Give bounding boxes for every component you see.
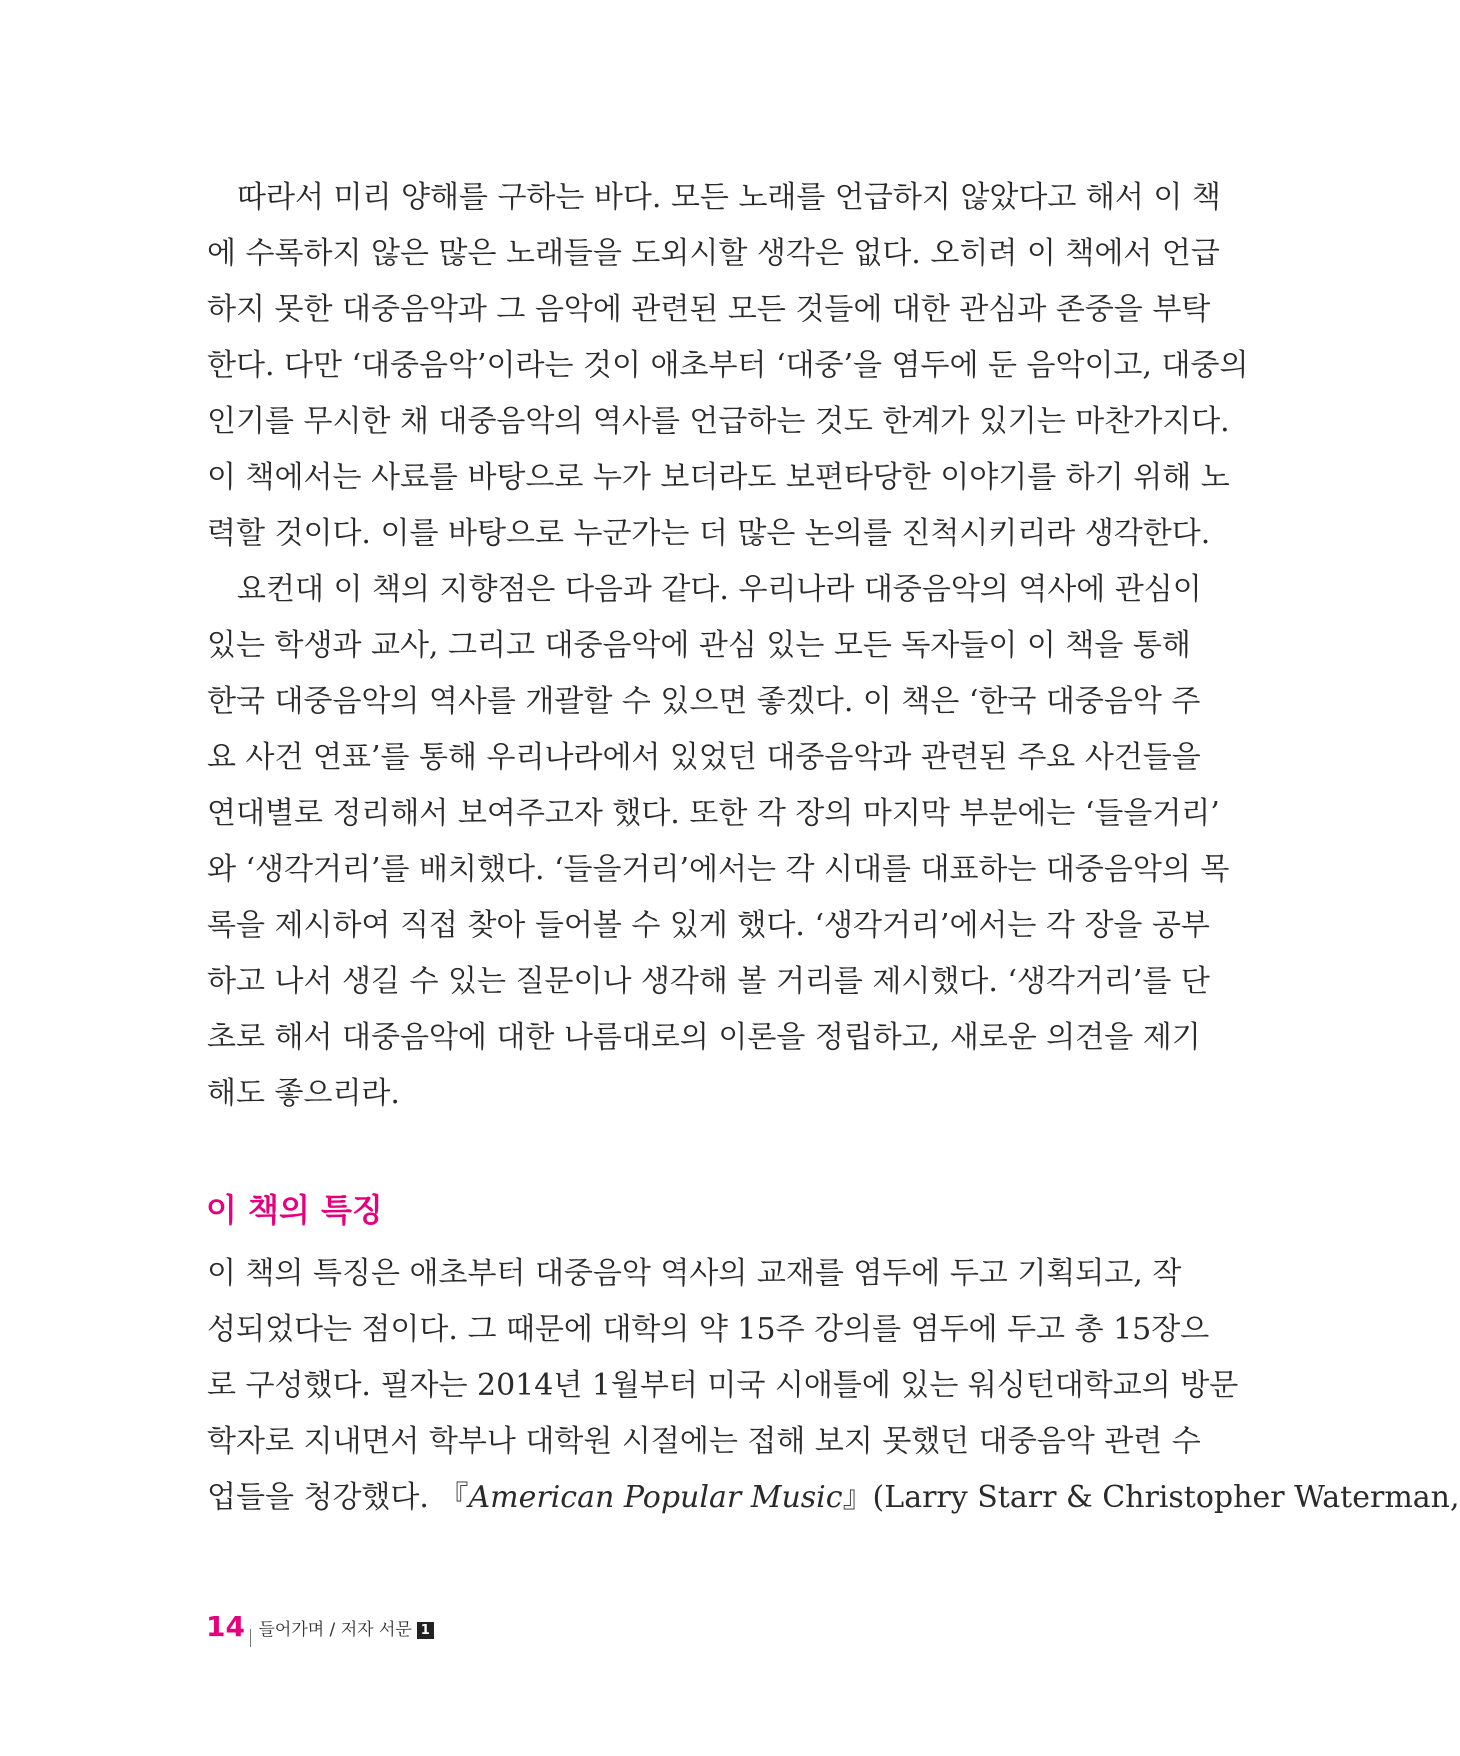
book-title: American Popular Music — [468, 1480, 843, 1515]
text-line: 인기를 무시한 채 대중음악의 역사를 언급하는 것도 한계가 있기는 마찬가지다. — [207, 404, 1230, 439]
text-line: 력할 것이다. 이를 바탕으로 누군가는 더 많은 논의를 진척시키리라 생각한다. — [207, 516, 1211, 551]
text-line: 요 사건 연표’를 통해 우리나라에서 있었던 대중음악과 관련된 주요 사건들을 — [207, 740, 1201, 775]
text-line: 해도 좋으리라. — [207, 1076, 400, 1111]
text-line: 연대별로 정리해서 보여주고자 했다. 또한 각 장의 마지막 부분에는 ‘들을거리’ — [207, 796, 1220, 831]
text-line: 학자로 지내면서 학부나 대학원 시절에는 접해 보지 못했던 대중음악 관련 수 — [207, 1424, 1201, 1459]
text-line — [207, 1470, 1460, 1526]
section-body-text — [207, 1246, 1460, 1526]
text-line: 와 ‘생각거리’를 배치했다. ‘들을거리’에서는 각 시대를 대표하는 대중음악의 목 — [207, 852, 1230, 887]
text-line: 성되었다는 점이다. 그 때문에 대학의 약 15주 강의를 염두에 두고 총 15장으 — [207, 1312, 1210, 1347]
text-fragment: 업들을 청강했다. 『 — [207, 1480, 469, 1515]
text-line: 이 책의 특징은 애초부터 대중음악 역사의 교재를 염두에 두고 기획되고, 작 — [207, 1256, 1182, 1291]
page-footer — [206, 1607, 434, 1647]
text-line: 이 책에서는 사료를 바탕으로 누가 보더라도 보편타당한 이야기를 하기 위해 노 — [207, 460, 1230, 495]
text-line: 따라서 미리 양해를 구하는 바다. 모든 노래를 언급하지 않았다고 해서 이 책 — [237, 180, 1221, 215]
chapter-badge: 1 — [417, 1622, 434, 1639]
text-line: 록을 제시하여 직접 찾아 들어볼 수 있게 했다. ‘생각거리’에서는 각 장을 공부 — [207, 908, 1210, 943]
text-line: 하고 나서 생길 수 있는 질문이나 생각해 볼 거리를 제시했다. ‘생각거리’를 단 — [207, 964, 1210, 999]
text-line: 에 수록하지 않은 많은 노래들을 도외시할 생각은 없다. 오히려 이 책에서 언급 — [207, 236, 1220, 271]
text-line: 한다. 다만 ‘대중음악’이라는 것이 애초부터 ‘대중’을 염두에 둔 음악이고, 대중의 — [207, 348, 1249, 383]
text-line: 한국 대중음악의 역사를 개괄할 수 있으면 좋겠다. 이 책은 ‘한국 대중음악 주 — [207, 684, 1201, 719]
text-line: 있는 학생과 교사, 그리고 대중음악에 관심 있는 모든 독자들이 이 책을 통해 — [207, 628, 1191, 663]
text-line: 하지 못한 대중음악과 그 음악에 관련된 모든 것들에 대한 관심과 존중을 부탁 — [207, 292, 1211, 327]
text-line: 초로 해서 대중음악에 대한 나름대로의 이론을 정립하고, 새로운 의견을 제기 — [207, 1020, 1201, 1055]
text-line: 로 구성했다. 필자는 2014년 1월부터 미국 시애틀에 있는 워싱턴대학교의 방문 — [207, 1368, 1239, 1403]
text-fragment: 』(Larry Starr & Christopher Waterman, — [842, 1480, 1460, 1515]
body-text — [207, 170, 1249, 1122]
page-number: 14 — [206, 1610, 245, 1643]
running-head: 들어가며 / 저자 서문 — [258, 1620, 412, 1640]
footer-divider — [250, 1629, 252, 1647]
section-heading: 이 책의 특징 — [206, 1191, 383, 1229]
text-line: 요컨대 이 책의 지향점은 다음과 같다. 우리나라 대중음악의 역사에 관심이 — [237, 572, 1202, 607]
